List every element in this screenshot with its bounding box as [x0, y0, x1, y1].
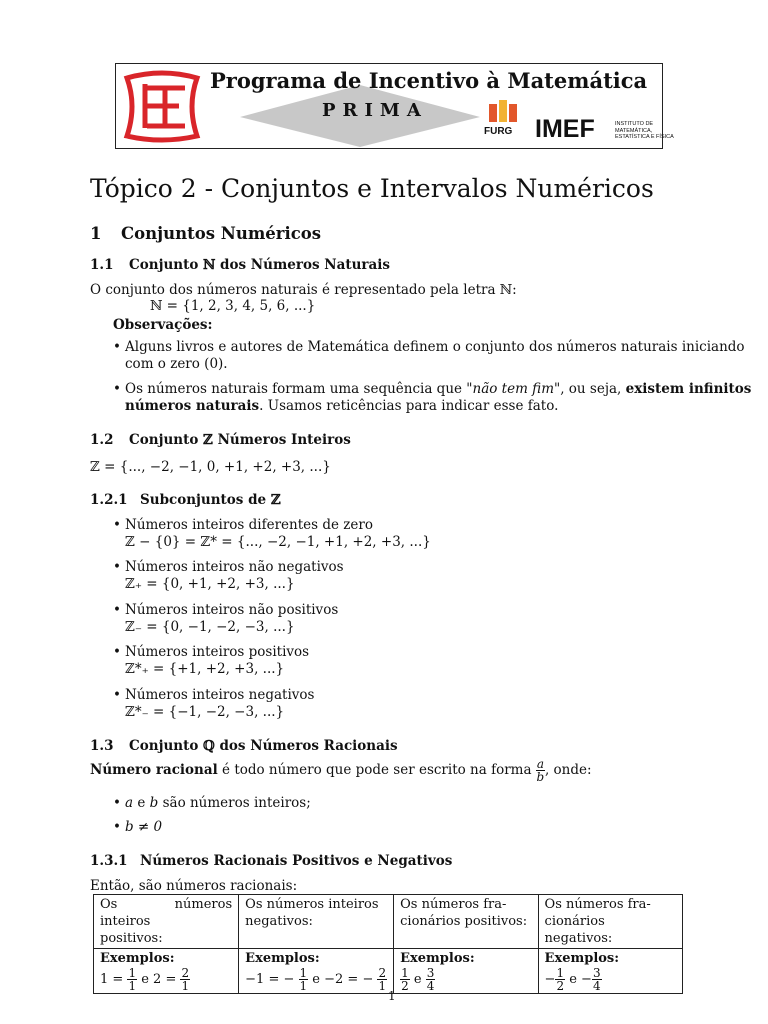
section-1-2-1-number: 1.2.1 — [90, 492, 128, 508]
integers-formula: ℤ = {..., −2, −1, 0, +1, +2, +3, ...} — [90, 459, 331, 475]
table-header-cell: Os números fra- cionários negativos: — [538, 895, 682, 949]
table-header-row — [94, 895, 683, 949]
table-cell: Exemplos: − $\frac{1}{2}$ e − $\frac{3}{4}$ — [538, 949, 682, 994]
section-1-1-title: Conjunto ℕ dos Números Naturais — [129, 257, 390, 273]
section-1-3-title: Conjunto ℚ dos Números Racionais — [129, 738, 398, 754]
table-cell: Exemplos: $\frac{1}{2}$ e $\frac{3}{4}$ — [394, 949, 538, 994]
observation-item-2: • Os números naturais formam uma sequência que "não tem fim", ou seja, existem infinitos números naturais. Usamos reticências para indicar esse fato. — [125, 381, 695, 415]
observations-label: Observações: — [113, 317, 213, 333]
observation-item-1: • Alguns livros e autores de Matemática definem o conjunto dos números naturais iniciando com o zero (0). — [125, 339, 695, 373]
imef-label: IMEF — [535, 115, 595, 143]
section-1-number: 1 — [90, 224, 102, 243]
subset-item: • Números inteiros não negativos ℤ₊ = {0, +1, +2, +3, ...} — [125, 559, 344, 593]
rational-condition-1: • a e b são números inteiros; — [125, 795, 311, 811]
section-1-1-number: 1.1 — [90, 257, 114, 273]
section-1-3-1-number: 1.3.1 — [90, 853, 128, 869]
banner-subtitle: PRIMA — [322, 100, 428, 121]
fraction-a-over-b: $\frac{a}{b}$ — [536, 757, 545, 784]
table-row — [94, 949, 683, 994]
subset-item: • Números inteiros negativos ℤ*₋ = {−1, −2, −3, ...} — [125, 687, 314, 721]
furg-logo-icon — [486, 100, 520, 126]
rational-examples-table — [93, 894, 683, 994]
rational-condition-2: • b ≠ 0 — [125, 819, 162, 835]
table-cell: Exemplos: −1 = − $\frac{1}{1}$ e −2 = − $\frac{2}{1}$ — [239, 949, 394, 994]
table-header-cell: Os números fra- cionários positivos: — [394, 895, 538, 949]
section-1-2-title: Conjunto ℤ Números Inteiros — [129, 432, 351, 448]
imef-description: INSTITUTO DE MATEMÁTICA, ESTATÍSTICA E FÍSICA — [615, 121, 674, 140]
table-header-cell: Os números inteiros positivos: — [94, 895, 239, 949]
rational-intro: Então, são números racionais: — [90, 878, 298, 894]
section-1-3-1-title: Números Racionais Positivos e Negativos — [140, 853, 453, 869]
section-1-2-1-title: Subconjuntos de ℤ — [140, 492, 281, 508]
furg-label: FURG — [484, 126, 513, 137]
table-cell: Exemplos: 1 = $\frac{1}{1}$ e 2 = $\frac{2}{1}$ — [94, 949, 239, 994]
page-title: Tópico 2 - Conjuntos e Intervalos Numéricos — [90, 174, 654, 203]
page-number: 1 — [388, 989, 396, 1003]
naturals-intro: O conjunto dos números naturais é representado pela letra ℕ: — [90, 282, 517, 298]
table-header-cell: Os números inteiros negativos: — [239, 895, 394, 949]
prima-logo-icon — [117, 66, 207, 146]
rational-definition: Número racional é todo número que pode ser escrito na forma $\frac{a}{b}$ , onde: — [90, 757, 592, 784]
section-1-2-number: 1.2 — [90, 432, 114, 448]
subset-item: • Números inteiros não positivos ℤ₋ = {0, −1, −2, −3, ...} — [125, 602, 338, 636]
section-1-3-number: 1.3 — [90, 738, 114, 754]
banner-title: Programa de Incentivo à Matemática — [210, 68, 648, 93]
subset-item: • Números inteiros positivos ℤ*₊ = {+1, +2, +3, ...} — [125, 644, 309, 678]
subset-item: • Números inteiros diferentes de zero ℤ − {0} = ℤ* = {..., −2, −1, +1, +2, +3, ...} — [125, 517, 431, 551]
naturals-formula: ℕ = {1, 2, 3, 4, 5, 6, ...} — [150, 298, 316, 314]
section-1-title: Conjuntos Numéricos — [121, 224, 322, 243]
